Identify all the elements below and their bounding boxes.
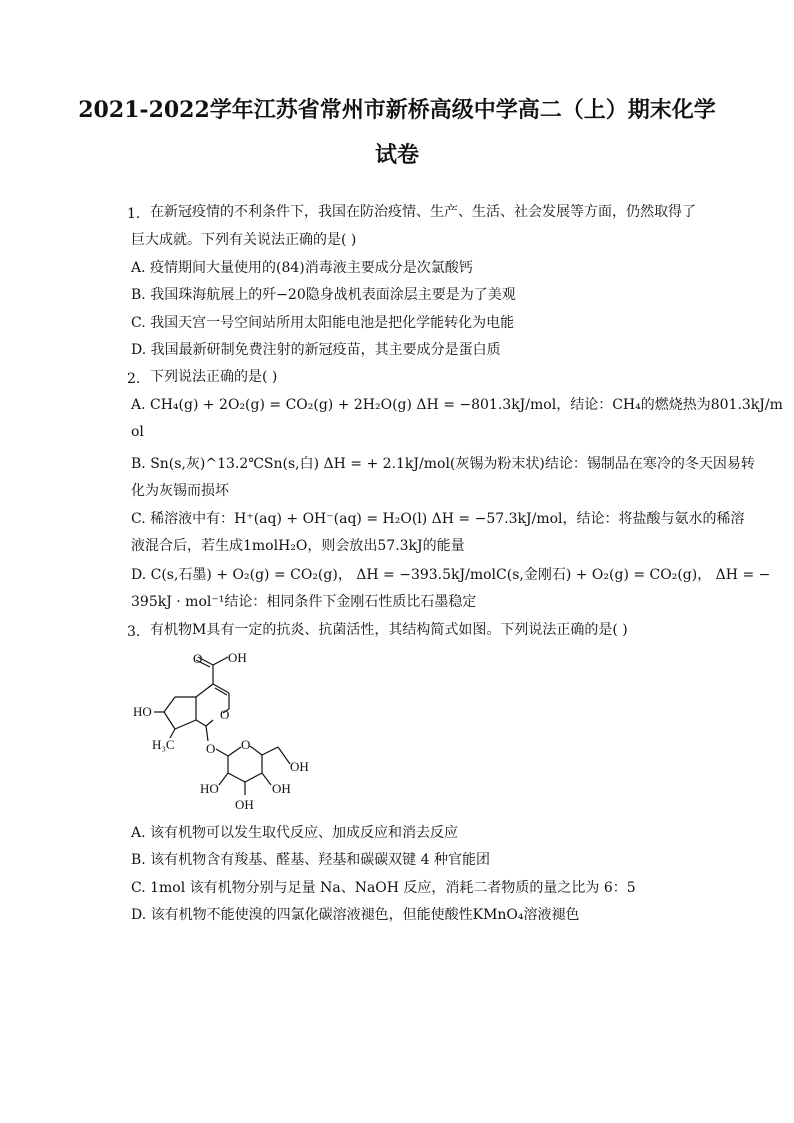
question-3-option-c: C. 1mol 该有机物分别与足量 Na、NaOH 反应，消耗二者物质的量之比为 6：5: [131, 880, 636, 896]
struct-label-o-link: O: [206, 741, 216, 756]
question-1-number: 1.: [127, 206, 141, 222]
struct-label-o-sugar: O: [241, 737, 251, 752]
struct-label-ch3: H₃C: [152, 737, 175, 752]
question-1-option-b: B. 我国珠海航展上的歼−20隐身战机表面涂层主要是为了美观: [131, 287, 516, 303]
question-3-option-d: D. 该有机物不能使溴的四氯化碳溶液褪色，但能使酸性KMnO₄溶液褪色: [131, 907, 580, 923]
structure-diagram: [120, 643, 340, 818]
question-2-stem: 下列说法正确的是( ): [150, 369, 278, 385]
struct-label-oh-bottom: OH: [235, 797, 254, 812]
question-2-number: 2.: [127, 371, 141, 387]
struct-label-o-ring: O: [220, 707, 230, 722]
question-1-stem-line-1: 在新冠疫情的不利条件下，我国在防治疫情、生产、生活、社会发展等方面，仍然取得了: [150, 204, 696, 220]
question-3-option-a: A. 该有机物可以发生取代反应、加成反应和消去反应: [131, 825, 459, 841]
question-1-stem-line-2: 巨大成就。下列有关说法正确的是( ): [131, 232, 357, 248]
struct-label-oh-right: OH: [290, 759, 309, 774]
question-2-option-b-line-1: B. Sn(s,灰)^13.2℃Sn(s,白) ΔH = + 2.1kJ/mol(灰锡为粉末状)结论：锡制品在寒冷的冬天因易转: [131, 456, 755, 472]
question-2-option-d-line-2: 395kJ · mol⁻¹结论：相同条件下金刚石性质比石墨稳定: [131, 594, 477, 610]
question-1-option-a: A. 疫情期间大量使用的(84)消毒液主要成分是次氯酸钙: [131, 260, 473, 276]
question-3-option-b: B. 该有机物含有羧基、醛基、羟基和碳碳双键 4 种官能团: [131, 852, 490, 868]
question-3-stem: 有机物M具有一定的抗炎、抗菌活性，其结构简式如图。下列说法正确的是( ): [150, 622, 628, 638]
struct-label-ho-bl: HO: [200, 781, 219, 796]
struct-label-ho-left: HO: [133, 704, 152, 719]
title-line-1: 2021-2022学年江苏省常州市新桥高级中学高二（上）期末化学: [78, 97, 716, 123]
question-3-number: 3.: [127, 624, 141, 640]
question-1-option-c: C. 我国天宫一号空间站所用太阳能电池是把化学能转化为电能: [131, 315, 515, 331]
question-1-option-d: D. 我国最新研制免费注射的新冠疫苗，其主要成分是蛋白质: [131, 342, 501, 358]
struct-label-cooh: O: [193, 651, 203, 666]
struct-label-oh-br: OH: [272, 781, 291, 796]
question-2-option-a-line-1: A. CH₄(g) + 2O₂(g) = CO₂(g) + 2H₂O(g) ΔH = −801.3kJ/mol，结论：CH₄的燃烧热为801.3kJ/m: [131, 397, 783, 413]
question-2-option-b-line-2: 化为灰锡而损坏: [131, 483, 229, 499]
question-2-option-c-line-2: 液混合后，若生成1molH₂O，则会放出57.3kJ的能量: [131, 538, 465, 554]
struct-label-oh-acid: OH: [228, 650, 247, 665]
structure-bonds: [154, 657, 290, 795]
title-line-2: 试卷: [374, 142, 419, 168]
question-2-option-a-line-2: ol: [131, 424, 144, 440]
question-2-option-d-line-1: D. C(s,石墨) + O₂(g) = CO₂(g)， ΔH = −393.5kJ/molC(s,金刚石) + O₂(g) = CO₂(g)， ΔH = −: [131, 567, 771, 583]
question-2-option-c-line-1: C. 稀溶液中有：H⁺(aq) + OH⁻(aq) = H₂O(l) ΔH = −57.3kJ/mol，结论：将盐酸与氨水的稀溶: [131, 511, 745, 527]
